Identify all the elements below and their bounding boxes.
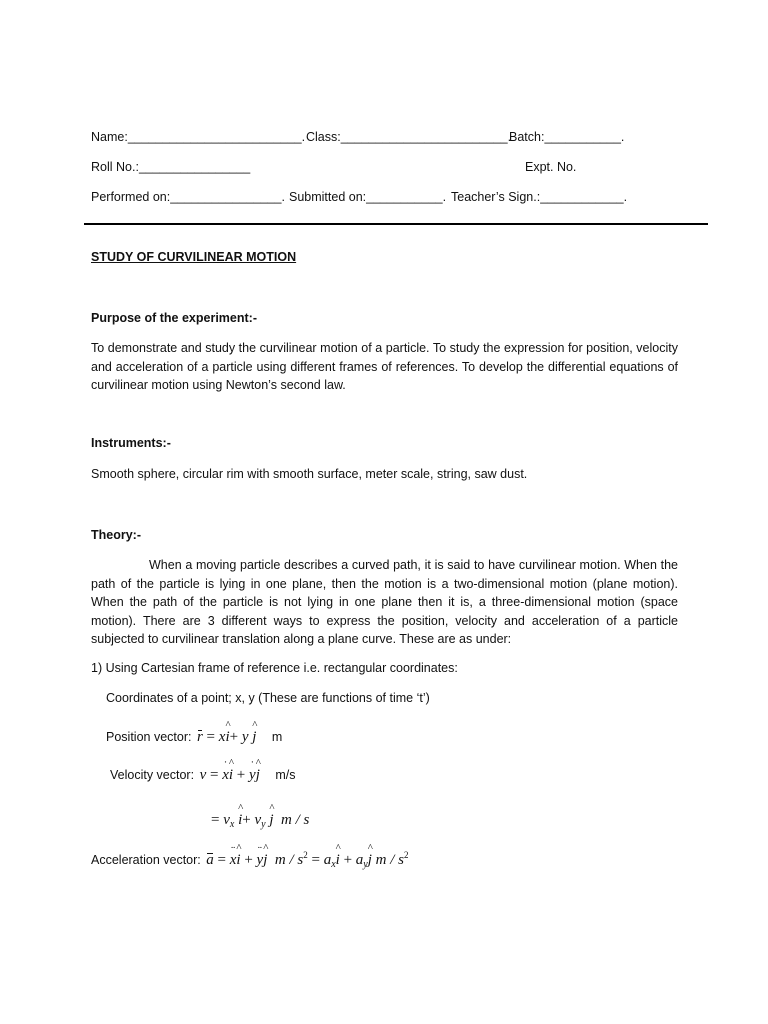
header-divider <box>84 223 708 225</box>
roll-label: Roll No.: <box>91 160 139 174</box>
class-label: Class: <box>306 130 341 144</box>
class-blank[interactable]: ________________________. <box>340 130 512 144</box>
teacher-sign-field-row <box>451 190 627 204</box>
performed-field-row <box>91 190 285 204</box>
roll-field-row <box>91 160 250 174</box>
velocity-components-equation: = $v_x$ ^ $i+ v_y$ ^ j m / s <box>211 812 309 830</box>
position-vector-row <box>106 729 282 746</box>
coordinates-line: Coordinates of a point; x, y (These are functions of time ‘t’) <box>106 691 430 705</box>
acceleration-label: Acceleration vector: <box>91 853 201 867</box>
instruments-heading: Instruments:- <box>91 436 171 450</box>
acceleration-vector-row <box>91 850 409 870</box>
name-label: Name: <box>91 130 128 144</box>
expt-no-label: Expt. No. <box>525 160 577 174</box>
performed-blank[interactable]: ________________. <box>170 190 285 204</box>
name-field-row <box>91 130 305 144</box>
batch-blank[interactable]: ___________. <box>544 130 625 144</box>
performed-label: Performed on: <box>91 190 171 204</box>
velocity-equation: v = ˙ x^ i + ˙ y^ j <box>200 768 260 782</box>
submitted-field-row <box>289 190 446 204</box>
batch-label: Batch: <box>509 130 545 144</box>
page-title: STUDY OF CURVILINEAR MOTION <box>91 250 297 264</box>
batch-field-row <box>509 130 624 144</box>
velocity-label: Velocity vector: <box>110 768 195 782</box>
purpose-heading: Purpose of the experiment:- <box>91 311 257 325</box>
acceleration-equation: a = ¨ x^ i + ¨ y^ j m / $s^2$ = $a_x\^{}$ $i + a_y\^{}$ j m / $s^2$ <box>206 853 408 867</box>
theory-heading: Theory:- <box>91 528 141 542</box>
velocity-unit: m/s <box>275 768 296 782</box>
position-label: Position vector: <box>106 730 192 744</box>
submitted-label: Submitted on: <box>289 190 367 204</box>
class-field-row <box>306 130 511 144</box>
purpose-text: To demonstrate and study the curvilinear motion of a particle. To study the expression for position, velocity and acceleration of a particle using different frames of references. To develop the differential equations of curvilinear motion using Newton’s second law. <box>91 341 678 392</box>
theory-item-1: 1) Using Cartesian frame of reference i.e. rectangular coordinates: <box>91 661 458 675</box>
position-equation: r = x^ i+ y ^ j <box>197 730 256 744</box>
teacher-sign-blank[interactable]: ____________. <box>540 190 628 204</box>
instruments-text: Smooth sphere, circular rim with smooth surface, meter scale, string, saw dust. <box>91 467 528 481</box>
position-unit: m <box>271 730 283 744</box>
theory-text: When a moving particle describes a curved path, it is said to have curvilinear motion. When the path of the particle is lying in one plane, then the motion is a two-dimensional motion (plane motion). When the path of the particle is not lying in one plane then it is, a three-dimensional motion (space motion). There are 3 different ways to express the position, velocity and acceleration of a particle subjected to curvilinear translation along a plane curve. These are as under: <box>91 558 678 646</box>
velocity-vector-row <box>110 767 295 784</box>
teacher-sign-label: Teacher’s Sign.: <box>451 190 541 204</box>
submitted-blank[interactable]: ___________. <box>366 190 447 204</box>
roll-blank[interactable]: ________________ <box>138 160 251 174</box>
name-blank[interactable]: _________________________. <box>127 130 306 144</box>
